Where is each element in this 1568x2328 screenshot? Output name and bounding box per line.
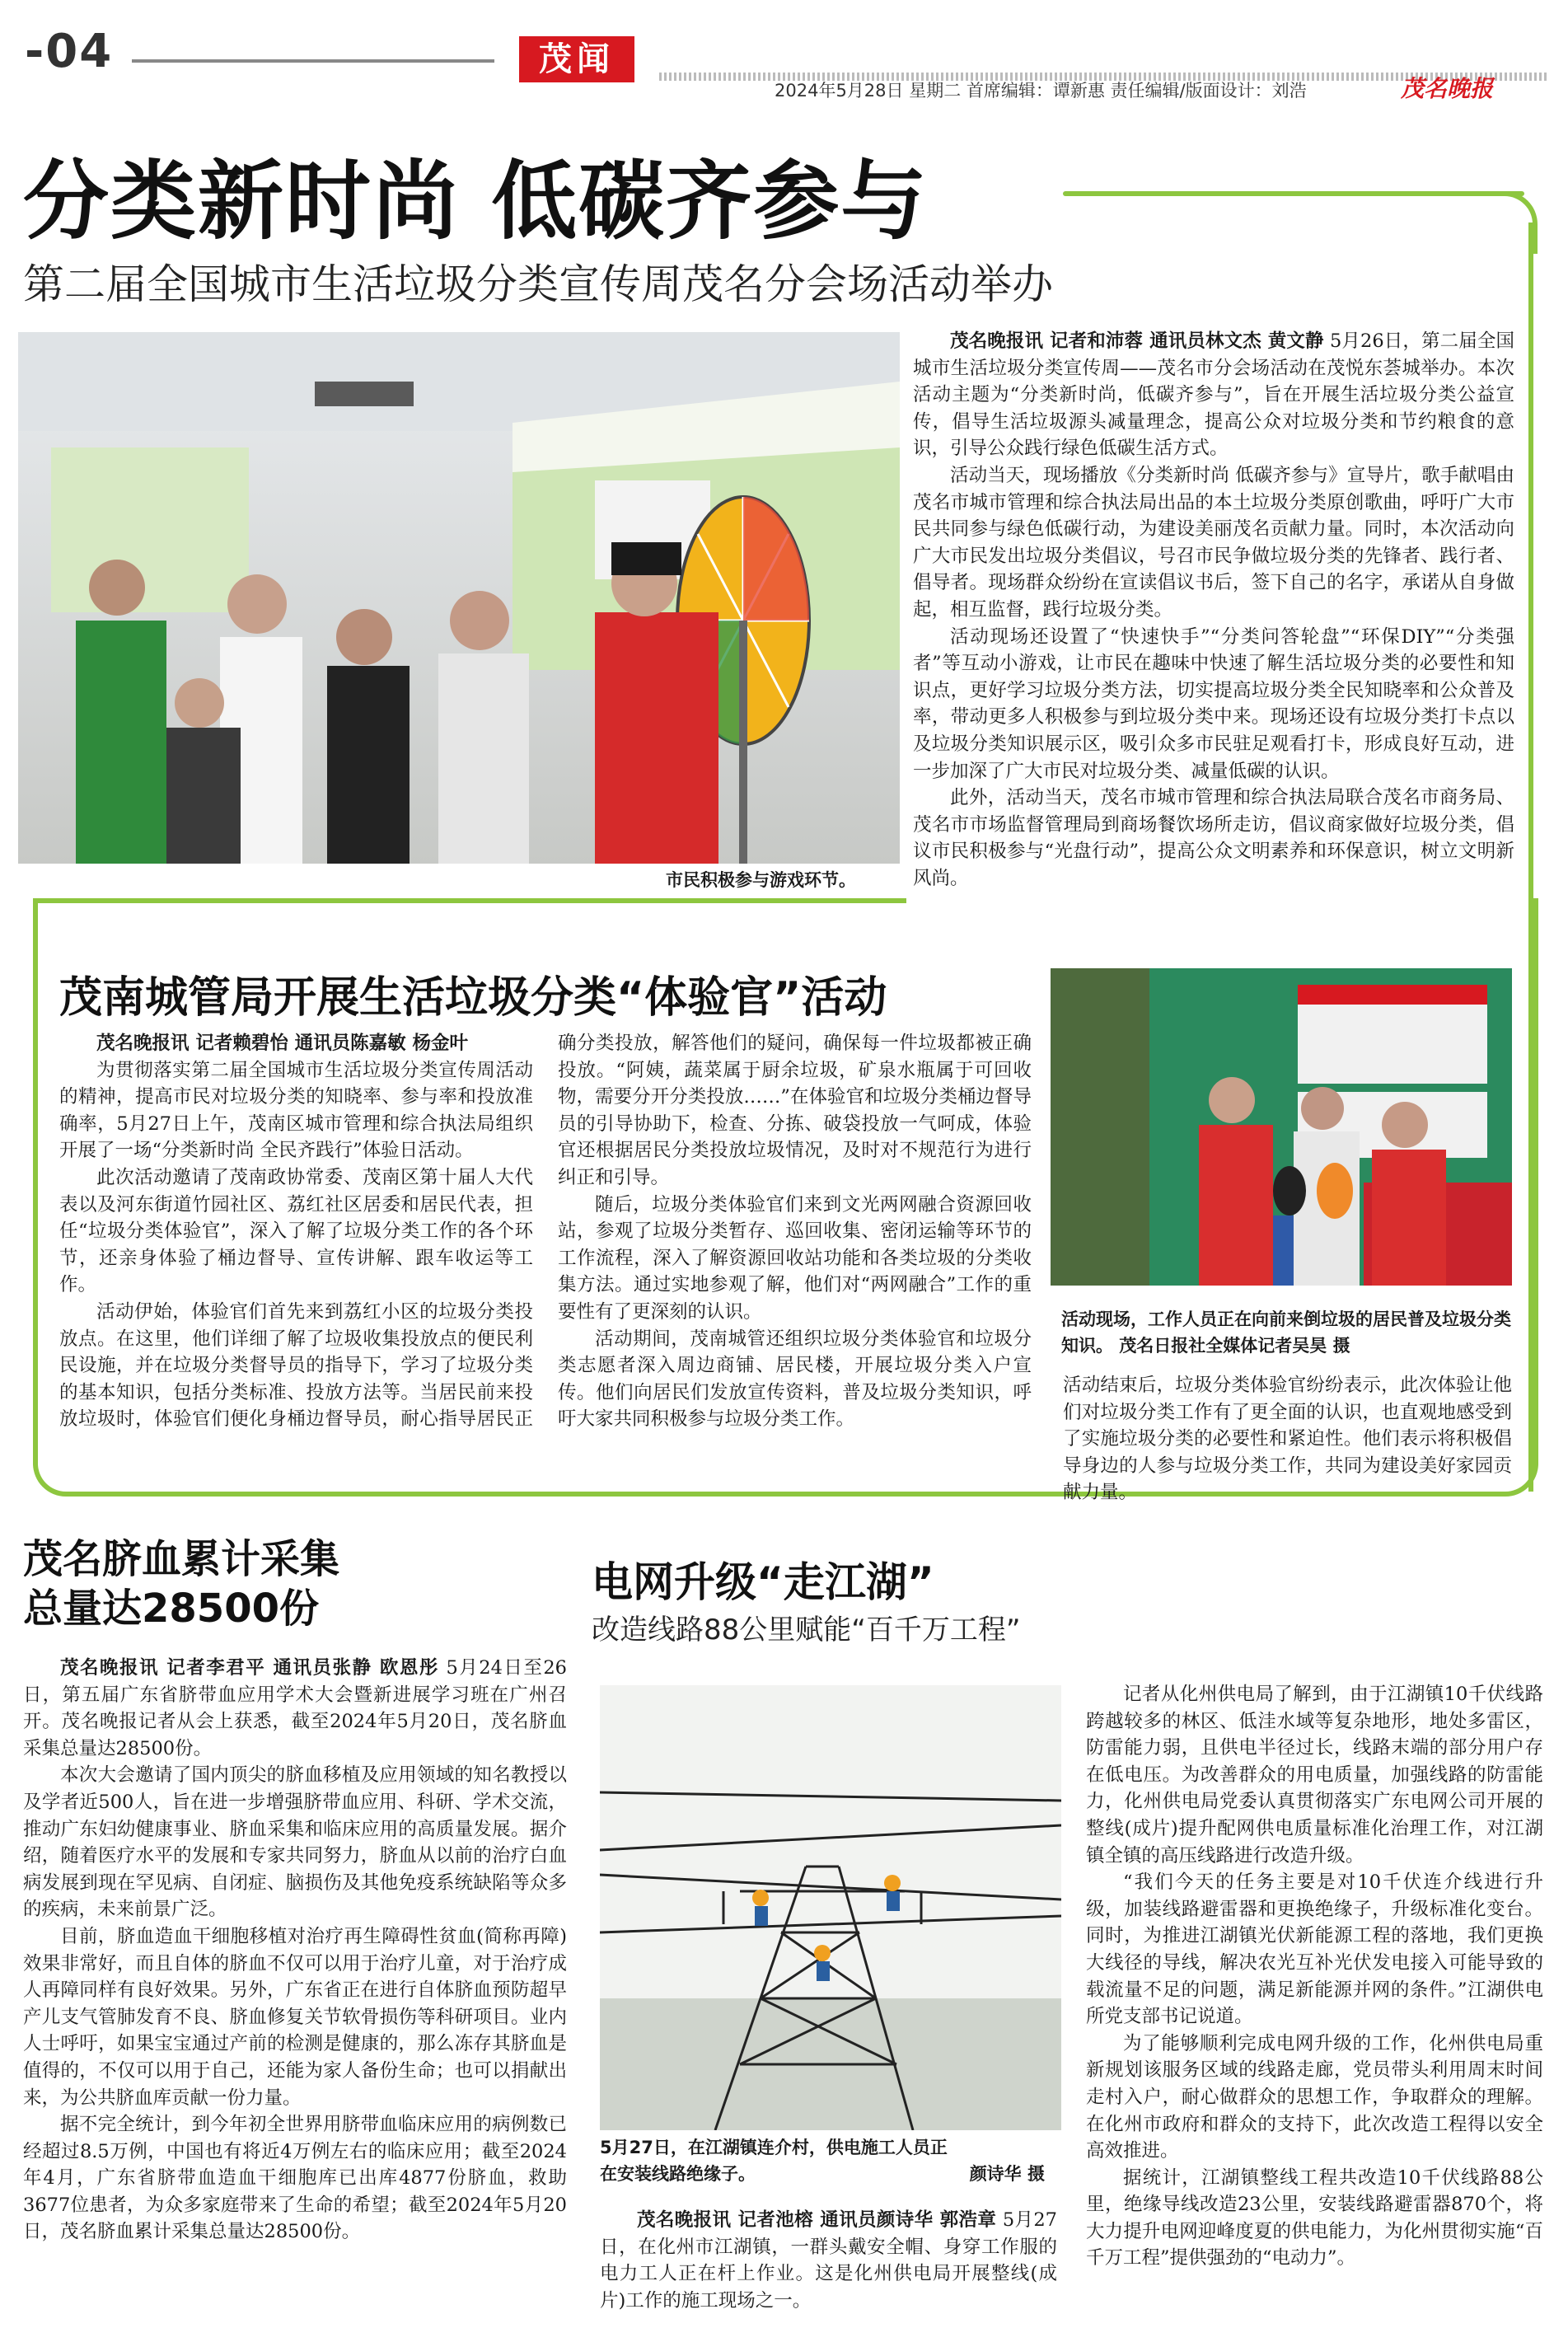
power-tower-illustration	[600, 1685, 1061, 2130]
second-paragraph-6: 活动结束后，垃圾分类体验官纷纷表示，此次体验让他们对垃圾分类工作有了更全面的认识，也直观地感受到了实施垃圾分类的必要性和紧迫性。他们表示将积极倡导身边的人参与垃圾分类工作，共同为建设美好家园贡献力量。	[1063, 1375, 1512, 1504]
newspaper-logo: 茂名晚报	[1401, 75, 1494, 102]
fourth-paragraph-2: “我们今天的任务主要是对10千伏连介线进行升级，加装线路避雷器和更换绝缘子，升级标准化变台。同时，为推进江湖镇光伏新能源工程的落地，我们更换大线径的导线，解决农光互补光伏发电接入可能导致的载流量不足的问题，满足新能源并网的条件。”江湖供电所党支部书记说道。	[1086, 1871, 1543, 2028]
third-byline: 茂名晚报讯 记者李君平 通讯员张静 欧恩彤	[60, 1657, 439, 1679]
lead-paragraph-1: 5月26日，第二届全国城市生活垃圾分类宣传周——茂名市分会场活动在茂悦东荟城举办。本次活动主题为“分类新时尚，低碳齐参与”，旨在开展生活垃圾分类公益宣传，倡导生活垃圾源头减量理念，提高公众对垃圾分类和节约粮食的意识，引导公众践行绿色低碳生活方式。	[913, 330, 1514, 460]
fourth-paragraph-3: 为了能够顺利完成电网升级的工作，化州供电局重新规划该服务区域的线路走廊，党员带头利用周末时间走村入户，耐心做群众的思想工作，争取群众的理解。在化州市政府和群众的支持下，此次改造工程得以安全高效推进。	[1086, 2032, 1543, 2162]
fourth-photo-caption	[600, 2134, 1061, 2187]
second-photo	[1051, 968, 1512, 1286]
fourth-article-body	[1086, 1681, 1543, 2272]
second-paragraph-5: 活动期间，茂南城管还组织垃圾分类体验官和垃圾分类志愿者深入周边商铺、居民楼，开展垃圾分类入户宣传。他们向居民们发放宣传资料，普及垃圾分类知识，呼吁大家共同积极参与垃圾分类工作。	[558, 1328, 1032, 1431]
second-paragraph-1: 为贯彻落实第二届全国城市生活垃圾分类宣传周活动的精神，提高市民对垃圾分类的知晓率、参与率和投放准确率，5月27日上午，茂南区城市管理和综合执法局组织开展了一场“分类新时尚 全民齐践行”体验日活动。	[59, 1059, 533, 1162]
second-paragraph-4: 随后，垃圾分类体验官们来到文光两网融合资源回收站，参观了垃圾分类暂存、巡回收集、密闭运输等环节的工作流程，深入了解资源回收站功能和各类垃圾的分类收集方法。通过实地参观了解，他们对“两网融合”工作的重要性有了更深刻的认识。	[558, 1193, 1032, 1323]
section-tag: 茂闻	[519, 36, 634, 82]
second-headline: 茂南城管局开展生活垃圾分类“体验官”活动	[59, 973, 887, 1023]
lead-subheadline: 第二届全国城市生活垃圾分类宣传周茂名分会场活动举办	[23, 260, 1053, 308]
fourth-paragraph-4: 据统计，江湖镇整线工程共改造10千伏线路88公里，绝缘导线改造23公里，安装线路避雷器870个，将大力提升电网迎峰度夏的供电能力，为化州贯彻实施“百千万工程”提供强劲的“电动力”。	[1086, 2166, 1543, 2269]
second-photo-caption: 活动现场，工作人员正在向前来倒垃圾的居民普及垃圾分类知识。 茂名日报社全媒体记者吴昊 摄	[1061, 1309, 1511, 1356]
fourth-headline: 电网升级“走江湖”	[592, 1558, 934, 1606]
third-headline	[23, 1534, 339, 1633]
fourth-article-intro	[600, 2207, 1057, 2314]
frame-line-mid	[33, 898, 906, 903]
lead-photo-caption: 市民积极参与游戏环节。	[666, 870, 856, 890]
lead-paragraph-2: 活动当天，现场播放《分类新时尚 低碳齐参与》宣导片，歌手献唱由茂名市城市管理和综合执法局出品的本土垃圾分类原创歌曲，呼吁广大市民共同参与绿色低碳行动，为建设美丽茂名贡献力量。同时，本次活动向广大市民发出垃圾分类倡议，号召市民争做垃圾分类的先锋者、践行者、倡导者。现场群众纷纷在宣读倡议书后，签下自己的名字，承诺从自身做起，相互监督，践行垃圾分类。	[913, 464, 1514, 621]
lead-article-body	[913, 328, 1514, 892]
third-paragraph-4: 据不完全统计，到今年初全世界用脐带血临床应用的病例数已经超过8.5万例，中国也有将近4万例左右的临床应用；截至2024年4月，广东省脐带血造血干细胞库已出库4877份脐血，救助3677位患者，为众多家庭带来了生命的希望；截至2024年5月20日，茂名脐血累计采集总量达28500份。	[23, 2114, 567, 2243]
page-number: -04	[25, 25, 114, 78]
fourth-photo-caption-line-2: 在安装线路绝缘子。	[600, 2164, 756, 2184]
frame-line-left	[33, 898, 38, 997]
second-paragraph-3: 活动伊始，体验官们首先来到荔红小区的垃圾分类投放点。在这里，他们详细了解了垃圾收集投放点的便民利民设施，并在垃圾分类督导员的指导下，学习了垃圾分类的基本知识，包括分类标准、投放方法等。当居民前来投放垃圾时，体验官们便化身桶边督导员，耐心指导居民正确分类投放，解答他们的疑问，确保每一件垃圾都被正确投放。“阿姨，蔬菜属于厨余垃圾，矿泉水瓶属于可回收物，需要分开分类投放……”在体验官和垃圾分类桶边督导员的引导协助下，检查、分拣、破袋投放一气呵成，体验官还根据居民分类投放垃圾情况，及时对不规范行为进行纠正和引导。	[59, 1033, 1032, 1431]
fourth-photo-caption-line-1: 5月27日，在江湖镇连介村，供电施工人员正	[600, 2138, 948, 2157]
fourth-paragraph-1: 记者从化州供电局了解到，由于江湖镇10千伏线路跨越较多的林区、低洼水域等复杂地形，地处多雷区，防雷能力弱，且供电半径过长，线路末端的部分用户存在低电压。为改善群众的用电质量，加强线路的防雷能力，化州供电局党委认真贯彻落实广东电网公司开展的整线(成片)提升配网供电质量标准化治理工作，对江湖镇全镇的高压线路进行改造升级。	[1086, 1684, 1543, 1867]
lead-photo	[18, 332, 900, 864]
third-headline-line-1: 茂名脐血累计采集	[23, 1536, 340, 1582]
lead-byline: 茂名晚报讯 记者和沛蓉 通讯员林文杰 黄文静	[950, 330, 1324, 352]
third-paragraph-1: 5月24日至26日，第五届广东省脐带血应用学术大会暨新进展学习班在广州召开。茂名晚报记者从会上获悉，截至2024年5月20日，茂名脐血采集总量达28500份。	[23, 1657, 567, 1759]
fourth-photo	[600, 1685, 1061, 2130]
header-rule	[132, 59, 494, 63]
lead-paragraph-3: 活动现场还设置了“快速快手”“分类问答轮盘”“环保DIY”“分类强者”等互动小游戏，让市民在趣味中快速了解生活垃圾分类的必要性和知识点，更好学习垃圾分类方法，切实提高垃圾分类全民知晓率和公众普及率，带动更多人积极参与到垃圾分类中来。现场还设有垃圾分类打卡点以及垃圾分类知识展示区，吸引众多市民驻足观看打卡，形成良好互动，进一步加深了广大市民对垃圾分类、减量低碳的认识。	[913, 625, 1514, 782]
third-paragraph-2: 本次大会邀请了国内顶尖的脐血移植及应用领域的知名教授以及学者近500人，旨在进一步增强脐带血应用、科研、学术交流，推动广东妇幼健康事业、脐血采集和临床应用的高质量发展。据介绍，随着医疗水平的发展和专家共同努力，脐血从以前的治疗白血病发展到现在罕见病、自闭症、脑损伤及其他免疫系统缺陷等众多的疾病，未来前景广泛。	[23, 1764, 567, 1921]
fourth-intro: 5月27日，在化州市江湖镇，一群头戴安全帽、身穿工作服的电力工人正在杆上作业。这是化州供电局开展整线(成片)工作的施工现场之一。	[600, 2209, 1057, 2312]
second-byline: 茂名晚报讯 记者赖碧怡 通讯员陈嘉敏 杨金叶	[96, 1033, 469, 1054]
second-article-continued	[1063, 1372, 1512, 1506]
fourth-photo-credit: 颜诗华 摄	[969, 2164, 1045, 2184]
frame-corner-top-right	[1269, 191, 1538, 254]
lead-paragraph-4: 此外，活动当天，茂名市城市管理和综合执法局联合茂名市商务局、茂名市市场监督管理局到商场餐饮场所走访，倡议商家做好垃圾分类，倡议市民积极参与“光盘行动”，提高公众文明素养和环保意识，树立文明新风尚。	[913, 787, 1514, 889]
second-paragraph-2: 此次活动邀请了茂南政协常委、茂南区第十届人大代表以及河东街道竹园社区、荔红社区居委和居民代表，担任“垃圾分类体验官”，深入了解了垃圾分类工作的各个环节，还亲身体验了桶边督导、宣传讲解、跟车收运等工作。	[59, 1166, 533, 1296]
lead-headline: 分类新时尚 低碳齐参与	[23, 151, 929, 251]
third-headline-line-2: 总量达28500份	[23, 1586, 319, 1632]
third-article-body	[23, 1655, 567, 2246]
fourth-byline: 茂名晚报讯 记者池榕 通讯员颜诗华 郭浩章	[637, 2209, 997, 2231]
third-paragraph-3: 目前，脐血造血干细胞移植对治疗再生障碍性贫血(简称再障)效果非常好，而且自体的脐血不仅可以用于治疗儿童，对于治疗成人再障同样有良好效果。另外，广东省正在进行自体脐血预防超早产儿支气管肺发育不良、脐血修复关节软骨损伤等科研项目。业内人士呼吁，如果宝宝通过产前的检测是健康的，那么冻存其脐血是值得的，不仅可以用于自己，还能为家人备份生命；也可以捐献出来，为公共脐血库贡献一份力量。	[23, 1925, 567, 2109]
fourth-subheadline: 改造线路88公里赋能“百千万工程”	[592, 1614, 1021, 1646]
second-article-body	[59, 1030, 1032, 1459]
mall-event-illustration	[18, 332, 900, 864]
sorting-station-illustration	[1051, 968, 1512, 1286]
issue-info: 2024年5月28日 星期二 首席编辑：谭新惠 责任编辑/版面设计：刘浩	[775, 81, 1307, 101]
